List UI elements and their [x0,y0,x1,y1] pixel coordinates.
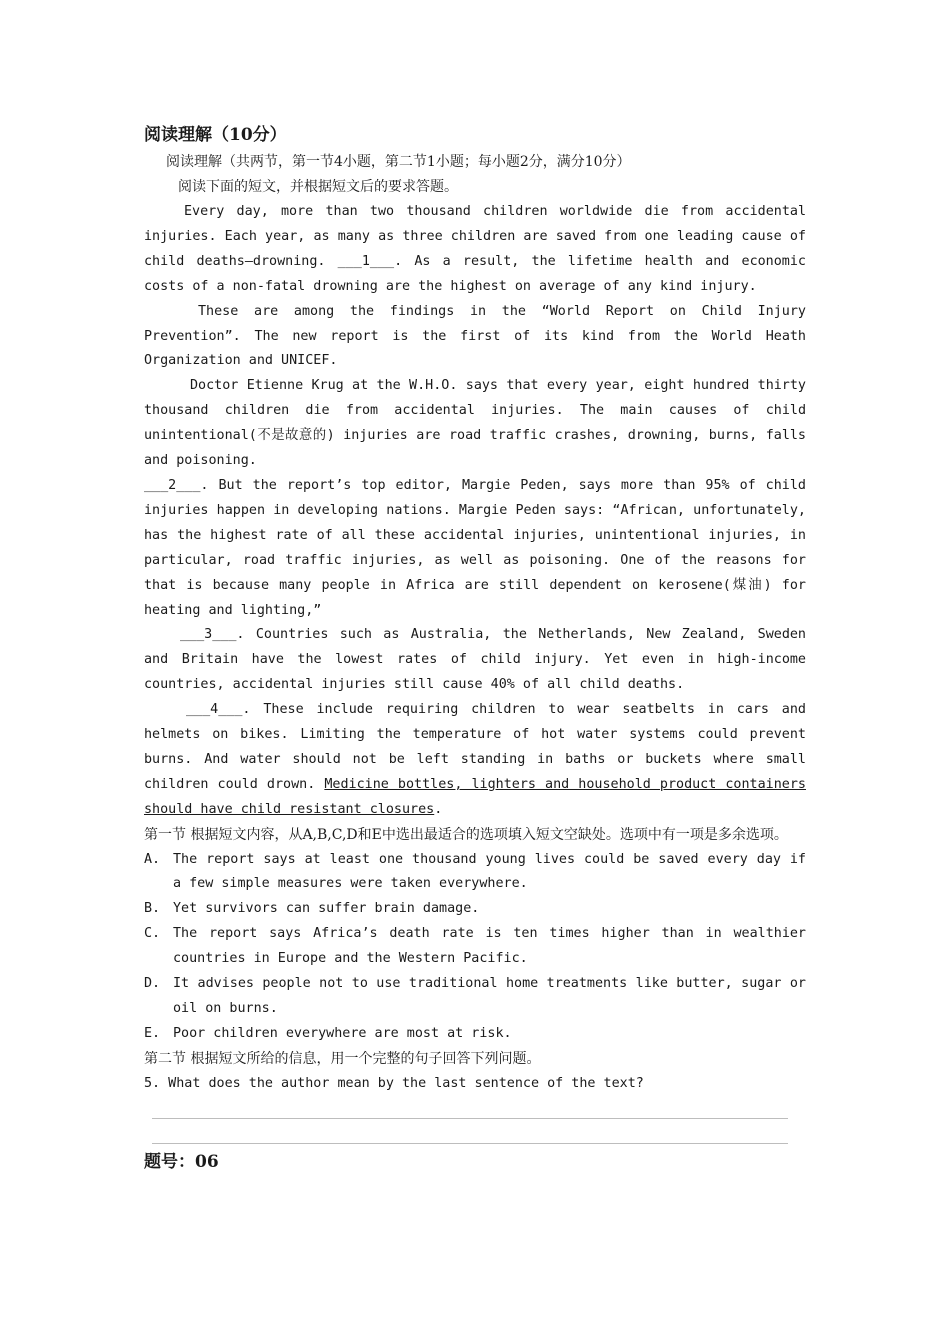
passage-paragraph-4: ___2___. But the report’s top editor, Margie Peden, says more than 95% of child injuries happen in developing nations. Margie Peden says: “African, unfortunately, has the highest rate of all these accidental injuries, unintentional injuries, in particular, road traffic injuries, as well as poisoning. One of the reasons for that is because many people in Africa are still dependent on kerosene(煤油) for heating and lighting,” [144,477,806,618]
answer-line-2[interactable] [152,1143,788,1144]
option-letter: B. [144,901,161,917]
option-letter: E. [144,1025,161,1041]
sub-instruction-text: 阅读下面的短文，并根据短文后的要求答题。 [178,179,458,195]
passage-paragraph-3: Doctor Etienne Krug at the W.H.O. says that every year, eight hundred thirty thousand children die from accidental injuries. The main causes of child unintentional(不是故意的) injuries are road traffic crashes, drowning, burns, falls and poisoning. [144,378,806,469]
option-text: It advises people not to use traditional home treatments like butter, sugar or oil on burns. [173,976,806,1016]
paragraph-6-text: ___4___. These include requiring children to wear seatbelts in cars and helmets on bikes. Limiting the temperature of hot water systems could prevent burns. And water should not be left standing in baths or buckets where small children could drown. [144,702,806,792]
option-letter: D. [144,976,161,992]
option-letter: A. [144,851,161,867]
paragraph-6-end: . [434,801,443,817]
answer-line-1[interactable] [152,1118,788,1119]
section-2-instruction: 第二节 根据短文所给的信息，用一个完整的句子回答下列问题。 [144,1050,541,1067]
option-text: The report says Africa’s death rate is ten times higher than in wealthier countries in Europe and the Western Pacific. [173,926,806,967]
option-e [144,1022,806,1047]
option-a [144,848,806,898]
option-c [144,922,806,972]
option-d [144,972,806,1022]
passage-paragraph-2: These are among the findings in the “World Report on Child Injury Prevention”. The new report is the first of its kind from the World Heath Organization and UNICEF. [144,303,806,369]
passage-paragraph-6 [144,698,806,823]
instruction-text: 阅读理解（共两节，第一节4小题，第二节1小题；每小题2分，满分10分） [166,154,631,170]
option-letter: C. [144,926,161,942]
underlined-sentence: Medicine bottles, lighters and household product containers should have child resistant closures [144,776,806,817]
option-text: Yet survivors can suffer brain damage. [173,901,480,917]
option-text: The report says at least one thousand young lives could be saved every day if a few simple measures were taken everywhere. [173,851,806,892]
passage-paragraph-5: ___3___. Countries such as Australia, the Netherlands, New Zealand, Sweden and Britain have the lowest rates of child injury. Yet even in high-income countries, accidental injuries still cause 40% of all child deaths. [144,627,806,693]
option-text: Poor children everywhere are most at risk. [173,1025,512,1041]
section-1-instruction: 第一节 根据短文内容，从A,B,C,D和E中选出最适合的选项填入短文空缺处。选项中有一项是多余选项。 [144,826,788,843]
worksheet [144,123,806,1174]
option-b [144,897,806,922]
question-number: 题号：06 [144,1151,219,1172]
section-title: 阅读理解（10分） [144,125,287,145]
passage-paragraph-1: Every day, more than two thousand children worldwide die from accidental injuries. Each year, as many as three children are saved from one leading cause of child deaths—drowning. ___1___. As a result, the lifetime health and economic costs of a non-fatal drowning are the highest on average of any kind injury. [144,204,806,294]
question-5: 5. What does the author mean by the last sentence of the text? [144,1075,644,1091]
